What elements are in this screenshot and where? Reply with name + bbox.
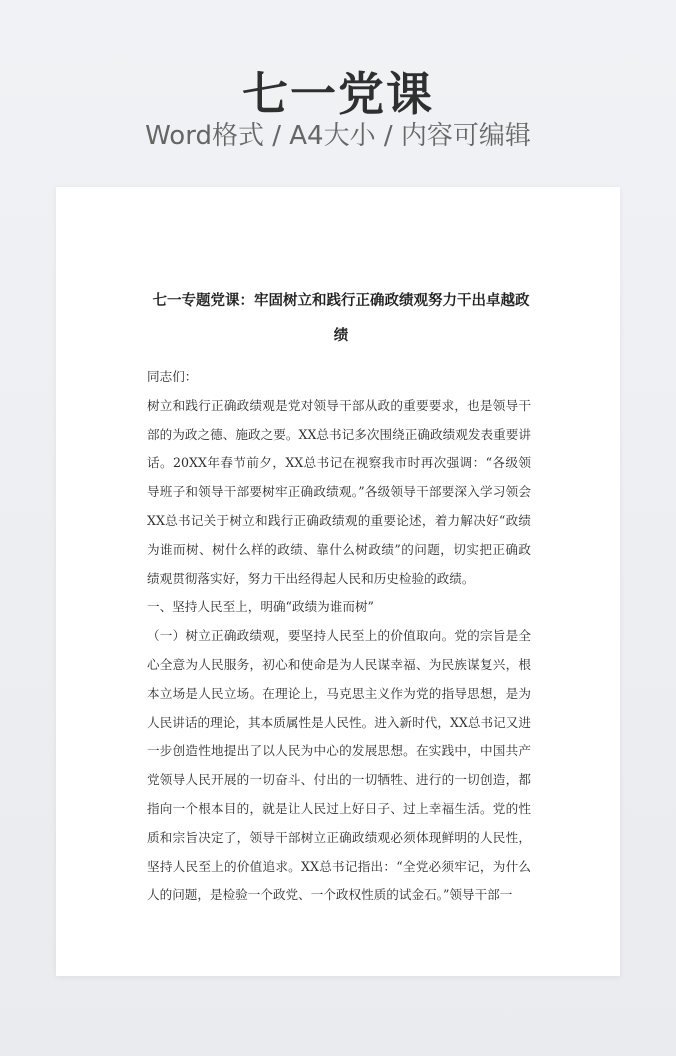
document-title: 七一专题党课：牢固树立和践行正确政绩观努力干出卓越政绩 — [152, 292, 530, 344]
banner-title: 七一党课 — [242, 67, 434, 121]
section-heading: 一、坚持人民至上，明确“政绩为谁而树” — [147, 599, 374, 615]
body-paragraph: 树立和践行正确政绩观是党对领导干部从政的重要要求，也是领导干部的为政之德、施政之要。XX总书记多次围绕正确政绩观发表重要讲话。20XX年春节前夕，XX总书记在视察我市时再次强调：“各级领导班子和领导干部要树牢正确政绩观。”各级领导干部要深入学习领会XX总书记关于树立和践行正确政绩观的重要论述，着力解决好“政绩为谁而树、树什么样的政绩、靠什么树政绩”的问题，切实把正确政绩观贯彻落实好，努力干出经得起人民和历史检验的政绩。 — [147, 397, 531, 586]
salutation: 同志们： — [147, 369, 198, 384]
document-page — [56, 187, 620, 976]
document-body — [147, 363, 531, 910]
body-paragraph: （一）树立正确政绩观，要坚持人民至上的价值取向。党的宗旨是全心全意为人民服务，初心和使命是为人民谋幸福、为民族谋复兴，根本立场是人民立场。在理论上，马克思主义作为党的指导思想，是为人民讲话的理论，其本质属性是人民性。进入新时代，XX总书记又进一步创造性地提出了以人民为中心的发展思想。在实践中，中国共产党领导人民开展的一切奋斗、付出的一切牺牲、进行的一切创造，都指向一个根本目的，就是让人民过上好日子、过上幸福生活。党的性质和宗旨决定了，领导干部树立正确政绩观必须体现鲜明的人民性，坚持人民至上的价值追求。XX总书记指出：“全党必须牢记，为什么人的问题，是检验一个政党、一个政权性质的试金石。”领导干部一 — [147, 628, 531, 903]
banner-subtitle: Word格式 / A4大小 / 内容可编辑 — [145, 121, 531, 151]
